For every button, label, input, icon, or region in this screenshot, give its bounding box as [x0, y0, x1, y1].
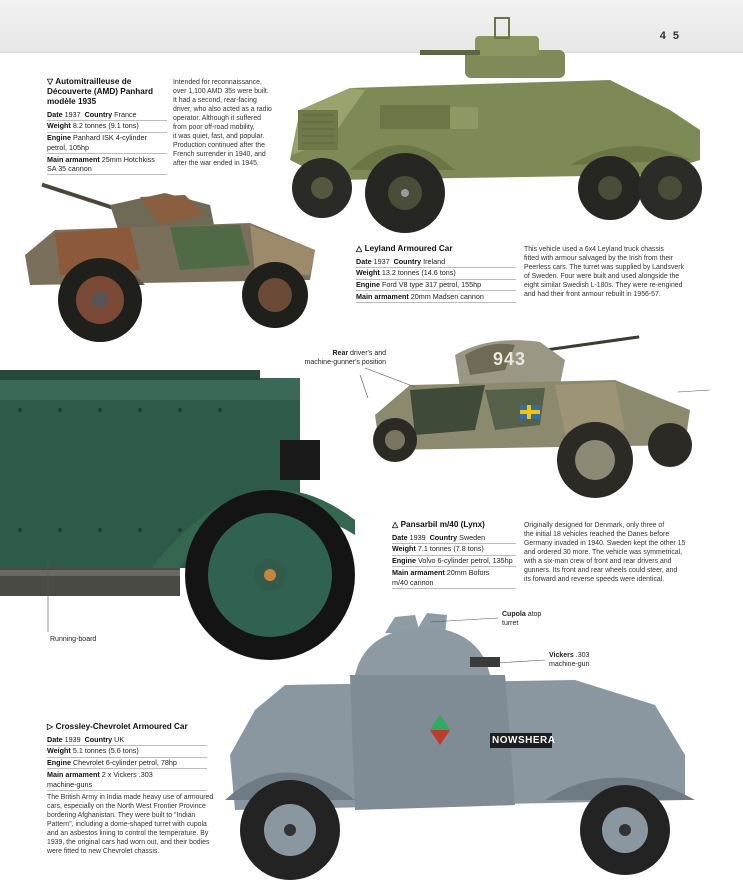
crossley-plate: NOWSHERA — [492, 735, 556, 746]
crossley-spec-block — [47, 722, 207, 791]
crossley-row-date: Date 1939 Country UK — [47, 734, 207, 746]
amd-row-weight: Weight 8.2 tonnes (9.1 tons) — [47, 121, 167, 133]
vickers-callout: Vickers .303 machine-gun — [549, 652, 590, 668]
pansarbil-turret-number: 943 — [493, 349, 527, 369]
leyland-title: △ Leyland Armoured Car — [356, 244, 453, 253]
running-board-label: Running-board — [50, 636, 97, 643]
amd-title-line-1: ▽ Automitrailleuse de — [47, 77, 132, 86]
pansarbil-spec-block — [392, 520, 516, 589]
amd-title — [47, 77, 167, 107]
leyland-row-weight: Weight 13.2 tonnes (14.6 tons) — [356, 268, 516, 280]
amd-spec-block — [47, 77, 167, 175]
amd-title-line-3: modèle 1935 — [47, 97, 97, 106]
amd-title-line-2: Découverte (AMD) Panhard — [47, 87, 154, 96]
pansarbil-row-date: Date 1939 Country Sweden — [392, 532, 516, 544]
crossley-description: The British Army in India made heavy use of armoured cars, especially on the North West Frontier Province bordering Afghanistan. They were built to "Indian Pattern", including a dome-shaped turret with cupola and an asbestos lining to control the temperature. By 1939, the original cars had worn out, and their bodies were fitted to new Chevrolet chassis. — [47, 794, 214, 855]
leyland-spec-block — [356, 244, 516, 303]
leyland-row-armament: Main armament 20mm Madsen cannon — [356, 291, 516, 303]
pansarbil-row-armament: Main armament 20mm Bofors m/40 cannon — [392, 567, 516, 588]
amd-row-engine: Engine Panhard ISK 4-cylinder petrol, 105hp — [47, 133, 167, 154]
amd-row-date: Date 1937 Country France — [47, 109, 167, 121]
amd-description: Intended for reconnaissance, over 1,100 AMD 35s were built. It had a second, rear-facing driver, who also acted as a radio operator. Although it suffered from poor off-road mobility, it was quiet, fast, and popular. Production continued after the French surrender in 1940, and after the war ended in 1945. — [173, 79, 272, 167]
pansarbil-description: Originally designed for Denmark, only three of the initial 18 vehicles reached the Danes before Germany invaded in 1940. Sweden kept the other 15 and ordered 30 more. The vehicle was symmetrical, with a six-man crew of front and rear drivers and gunners. Its front and rear wheels could steer, and its forward and reverse speeds were identical. — [524, 522, 686, 583]
amd-row-armament: Main armament 25mm Hotchkiss SA 35 cannon — [47, 154, 167, 175]
crossley-row-weight: Weight 5.1 tonnes (5.6 tons) — [47, 746, 207, 758]
leyland-row-engine: Engine Ford V8 type 317 petrol, 155hp — [356, 280, 516, 292]
pansarbil-row-weight: Weight 7.1 tonnes (7.8 tons) — [392, 544, 516, 556]
page-number: 4 5 — [659, 30, 681, 42]
pansarbil-row-engine: Engine Volvo 6-cylinder petrol, 135hp — [392, 556, 516, 568]
leyland-description: This vehicle used a 6x4 Leyland truck chassis fitted with armour salvaged by the Irish from their Peerless cars. The turret was supplied by Landsverk of Sweden. Four were built and used alongside the eight similar Swedish L-180s. They were re-engined and had their front armour rebuilt in 1956-57. — [524, 246, 684, 298]
cupola-callout: Cupola atop turret — [502, 611, 542, 627]
pansarbil-title: △ Pansarbil m/40 (Lynx) — [392, 520, 485, 529]
crossley-title: ▷ Crossley-Chevrolet Armoured Car — [47, 722, 188, 731]
crossley-row-engine: Engine Chevrolet 6-cylinder petrol, 78hp — [47, 758, 207, 770]
crossley-row-armament: Main armament 2 x Vickers .303 machine-guns — [47, 769, 207, 790]
pansarbil-rear-callout: Rear driver's and machine-gunner's position — [304, 350, 386, 366]
leyland-row-date: Date 1937 Country Ireland — [356, 256, 516, 268]
